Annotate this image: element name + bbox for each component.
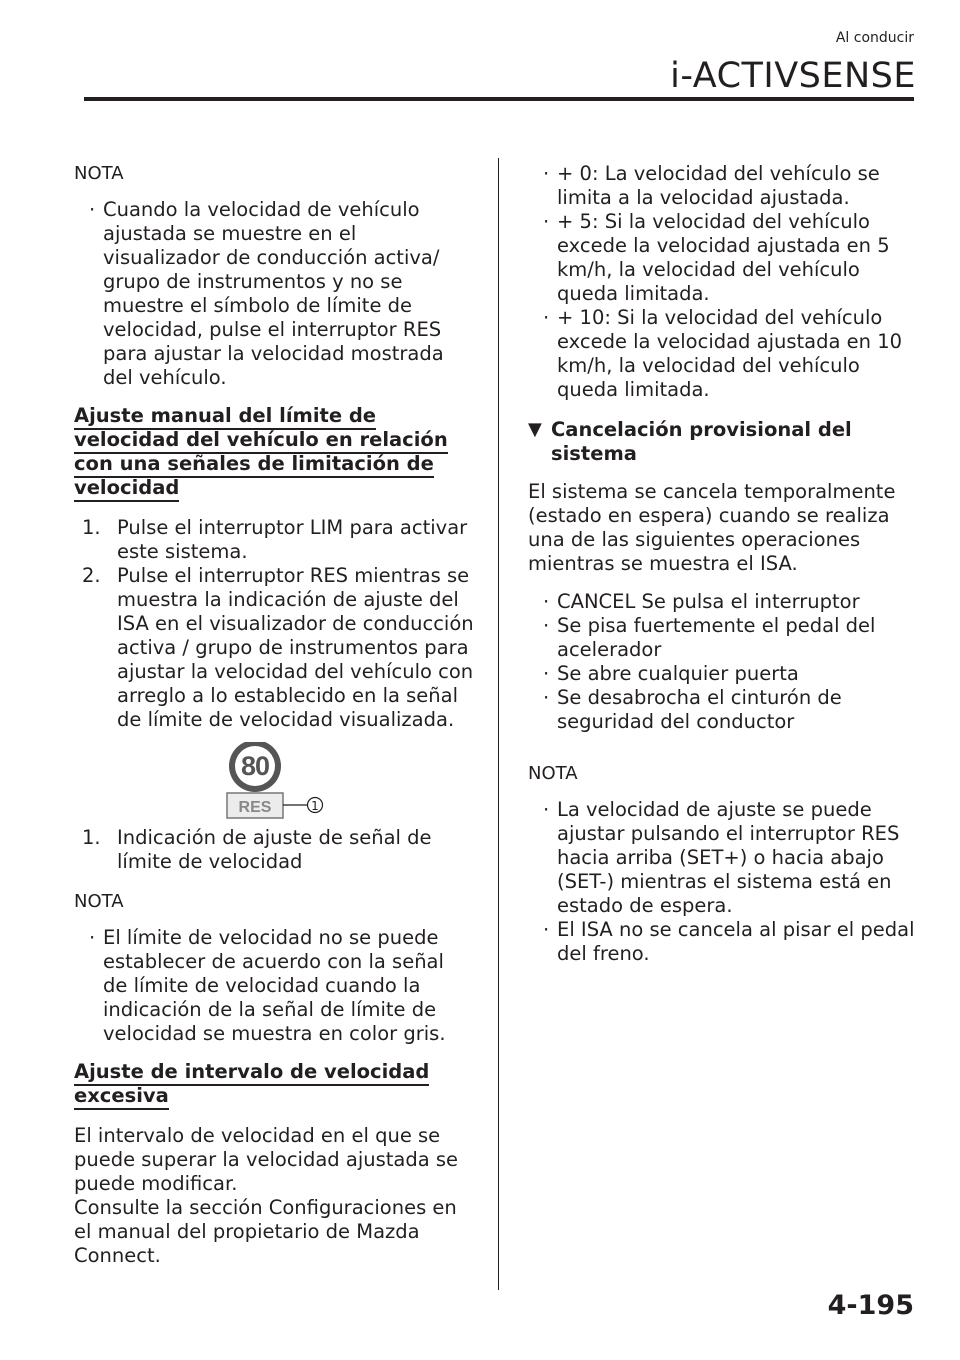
cancel-item: · CANCEL Se pulsa el interruptor bbox=[528, 590, 923, 614]
excess-paragraph-2: Consulte la sección Configuraciones en el manual del propietario de Mazda Connect. bbox=[74, 1196, 457, 1267]
nota-item: · El ISA no se cancela al pisar el pedal del freno. bbox=[528, 918, 923, 966]
cancel-item: · Se pisa fuertemente el pedal del acelerador bbox=[528, 614, 923, 662]
cancel-heading: Cancelación provisional del sistema bbox=[551, 418, 852, 465]
res-button-label: RES bbox=[238, 799, 272, 816]
right-column bbox=[528, 162, 923, 966]
step-item bbox=[74, 564, 474, 732]
excess-paragraph-1: El intervalo de velocidad en el que se puede superar la velocidad ajustada se puede modificar. bbox=[74, 1124, 459, 1195]
offset-item: · + 5: Si la velocidad del vehículo excede la velocidad ajustada en 5 km/h, la velocidad del vehículo queda limitada. bbox=[528, 210, 923, 306]
offset-item: · + 10: Si la velocidad del vehículo excede la velocidad ajustada en 10 km/h, la velocidad del vehículo queda limitada. bbox=[528, 306, 923, 402]
left-column bbox=[74, 162, 474, 1268]
callout-number: 1 bbox=[311, 799, 319, 813]
offset-list bbox=[528, 162, 923, 402]
header-rule bbox=[84, 97, 914, 101]
nota-block-1 bbox=[74, 162, 474, 390]
triangle-down-icon: ▼ bbox=[528, 419, 542, 440]
step-number: 1. bbox=[82, 516, 101, 539]
nota-title: NOTA bbox=[74, 891, 124, 912]
step-item bbox=[74, 516, 474, 564]
nota-title: NOTA bbox=[528, 763, 578, 784]
cancel-item: · Se abre cualquier puerta bbox=[528, 662, 923, 686]
offset-item: · + 0: La velocidad del vehículo se limita a la velocidad ajustada. bbox=[528, 162, 923, 210]
nota-item: · La velocidad de ajuste se puede ajustar pulsando el interruptor RES hacia arriba (SET+) o hacia abajo (SET-) mientras el sistema está en estado de espera. bbox=[528, 798, 923, 918]
cancel-heading-wrap bbox=[528, 418, 923, 466]
nota-item: · Cuando la velocidad de vehículo ajustada se muestre en el visualizador de conducción activa/ grupo de instrumentos y no se muestre el símbolo de límite de velocidad, pulse el interruptor RES para ajustar la velocidad mostrada del vehículo. bbox=[74, 198, 474, 390]
nota-item: · El límite de velocidad no se puede establecer de acuerdo con la señal de límite de velocidad cuando la indicación de la señal de límite de velocidad se muestra en color gris. bbox=[74, 926, 474, 1046]
header-section: Al conducir bbox=[835, 30, 914, 46]
manual-adjust-heading-wrap bbox=[74, 404, 474, 500]
cancel-intro: El sistema se cancela temporalmente (estado en espera) cuando se realiza una de las siguientes operaciones mientras se muestra el ISA. bbox=[528, 480, 896, 575]
legend-item bbox=[74, 826, 474, 874]
speed-limit-figure bbox=[74, 742, 474, 822]
column-divider bbox=[498, 158, 499, 1290]
excess-heading-wrap bbox=[74, 1060, 474, 1108]
page-number: 4-195 bbox=[827, 1290, 914, 1321]
step-number: 2. bbox=[82, 564, 101, 587]
speed-limit-figure-svg bbox=[74, 742, 474, 822]
excess-speed-heading: Ajuste de intervalo de velocidad excesiva bbox=[74, 1060, 429, 1110]
cancel-item: · Se desabrocha el cinturón de seguridad del conductor bbox=[528, 686, 923, 734]
nota-block-2 bbox=[74, 890, 474, 1046]
manual-adjust-heading: Ajuste manual del límite de velocidad del vehículo en relación con una señales de limitación de velocidad bbox=[74, 404, 448, 502]
header-title: i-ACTIVSENSE bbox=[670, 56, 916, 96]
nota-title: NOTA bbox=[74, 163, 124, 184]
step-text: Pulse el interruptor LIM para activar este sistema. bbox=[117, 516, 468, 563]
steps-list bbox=[74, 516, 474, 732]
step-text: Pulse el interruptor RES mientras se muestra la indicación de ajuste del ISA en el visualizador de conducción activa / grupo de instrumentos para ajustar la velocidad del vehículo con arreglo a lo establecido en la señal de límite de velocidad visualizada. bbox=[117, 564, 474, 731]
cancel-list bbox=[528, 590, 923, 734]
nota-block-3 bbox=[528, 762, 923, 966]
legend-number: 1. bbox=[82, 826, 101, 849]
legend-text: Indicación de ajuste de señal de límite de velocidad bbox=[117, 826, 432, 873]
speed-sign-value: 80 bbox=[240, 751, 270, 781]
